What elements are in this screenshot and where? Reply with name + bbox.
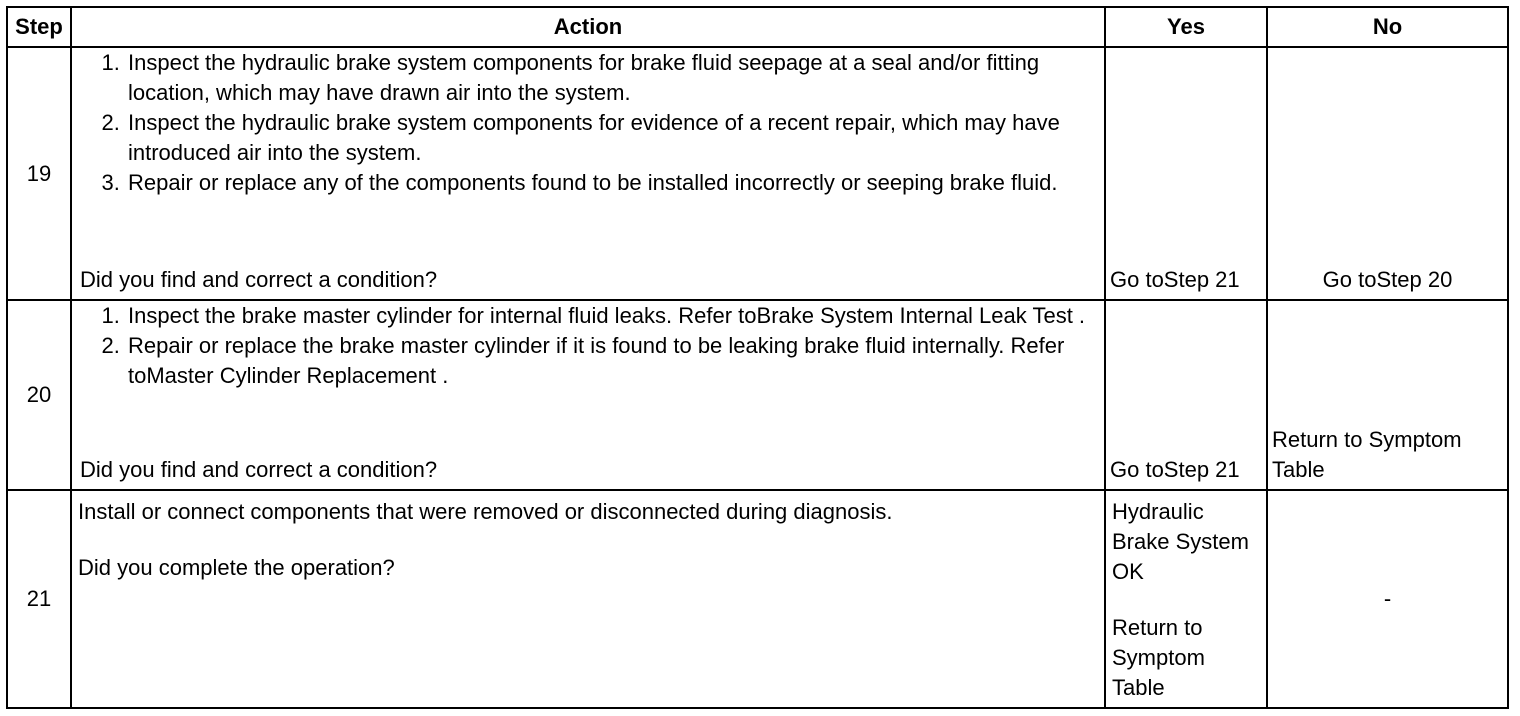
question-text: Did you complete the operation? <box>78 555 395 580</box>
yes-result: Go toStep 21 <box>1110 267 1240 292</box>
table-row <box>7 300 1508 490</box>
header-yes: Yes <box>1105 7 1267 47</box>
step-number: 20 <box>7 300 71 490</box>
list-item: 3. Repair or replace any of the components found to be installed incorrectly or seeping brake fluid. <box>126 168 1098 198</box>
list-item: 2. Repair or replace the brake master cylinder if it is found to be leaking brake fluid internally. Refer toMaster Cylinder Replacement . <box>126 331 1098 391</box>
header-no: No <box>1267 7 1508 47</box>
list-item: 1. Inspect the brake master cylinder for internal fluid leaks. Refer toBrake System Internal Leak Test . <box>126 301 1098 331</box>
action-cell <box>71 300 1105 490</box>
list-item: 2. Inspect the hydraulic brake system components for evidence of a recent repair, which may have introduced air into the system. <box>126 108 1098 168</box>
header-row <box>7 7 1508 47</box>
yes-result: Hydraulic Brake System OK <box>1112 499 1249 584</box>
no-result: Return to Symptom Table <box>1272 427 1462 482</box>
list-item: 1. Inspect the hydraulic brake system components for brake fluid seepage at a seal and/or fitting location, which may have drawn air into the system. <box>126 48 1098 108</box>
action-list <box>78 48 1098 198</box>
header-step: Step <box>7 7 71 47</box>
no-cell <box>1267 300 1508 490</box>
action-text: Install or connect components that were removed or disconnected during diagnosis. <box>78 499 893 524</box>
yes-result-alt: Return to Symptom Table <box>1112 615 1205 700</box>
header-action: Action <box>71 7 1105 47</box>
table-row <box>7 47 1508 300</box>
no-result: Go toStep 20 <box>1322 267 1453 292</box>
yes-cell <box>1105 490 1267 708</box>
action-list <box>78 301 1098 391</box>
no-cell <box>1267 490 1508 708</box>
no-result: - <box>1383 586 1392 611</box>
question-text: Did you find and correct a condition? <box>80 267 438 292</box>
yes-cell <box>1105 300 1267 490</box>
no-cell <box>1267 47 1508 300</box>
question-text: Did you find and correct a condition? <box>80 457 438 482</box>
table-row <box>7 490 1508 708</box>
yes-result: Go toStep 21 <box>1110 457 1240 482</box>
yes-cell <box>1105 47 1267 300</box>
step-number: 21 <box>7 490 71 708</box>
action-cell <box>71 47 1105 300</box>
diagnostic-table <box>6 6 1509 709</box>
action-cell <box>71 490 1105 708</box>
step-number: 19 <box>7 47 71 300</box>
